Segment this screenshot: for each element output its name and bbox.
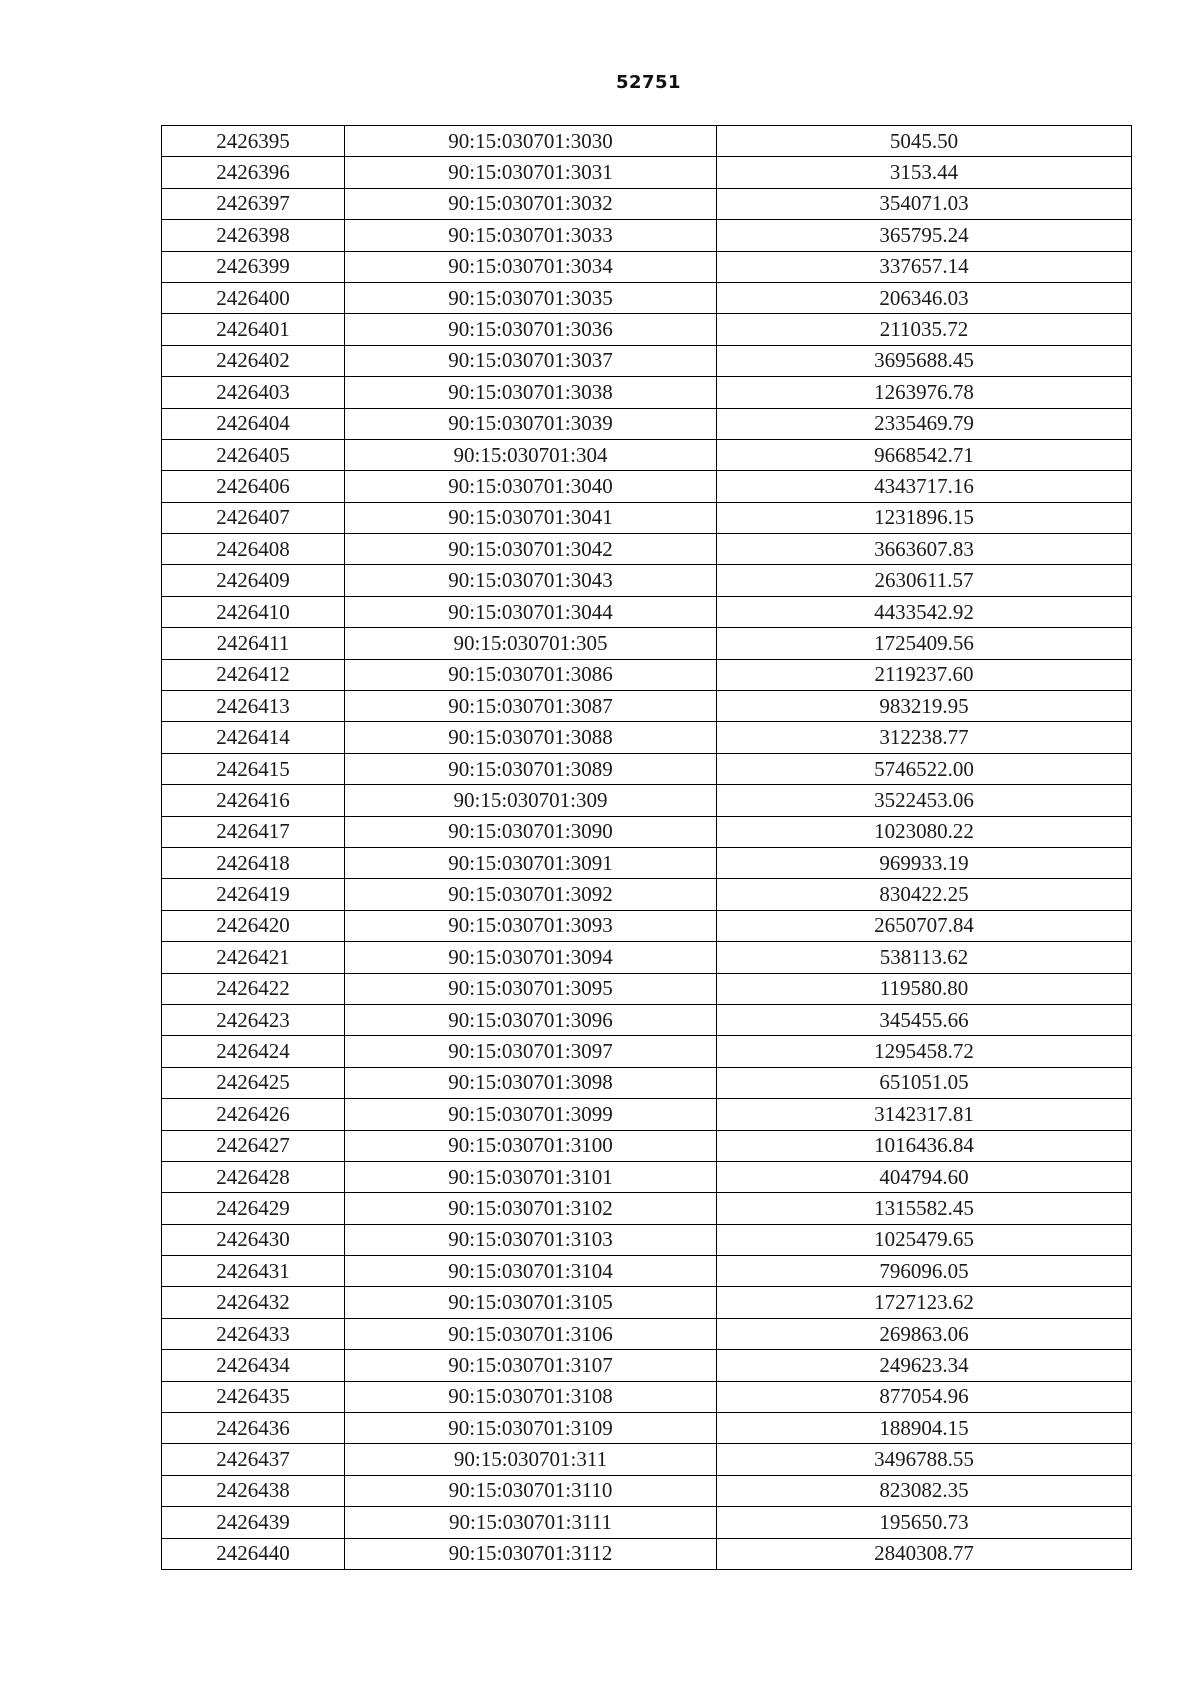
table-row [162, 691, 1132, 722]
table-row [162, 1224, 1132, 1255]
table-row [162, 1318, 1132, 1349]
record-number-cell: 2426419 [162, 879, 345, 910]
value-cell: 4433542.92 [717, 596, 1132, 627]
cadastral-number-cell: 90:15:030701:3037 [345, 345, 717, 376]
value-cell: 3496788.55 [717, 1444, 1132, 1475]
cadastral-number-cell: 90:15:030701:3044 [345, 596, 717, 627]
value-cell: 3695688.45 [717, 345, 1132, 376]
record-number-cell: 2426404 [162, 408, 345, 439]
value-cell: 1315582.45 [717, 1193, 1132, 1224]
cadastral-number-cell: 90:15:030701:3094 [345, 942, 717, 973]
value-cell: 5045.50 [717, 126, 1132, 157]
value-cell: 195650.73 [717, 1507, 1132, 1538]
table-row [162, 1130, 1132, 1161]
value-cell: 2840308.77 [717, 1538, 1132, 1569]
record-number-cell: 2426395 [162, 126, 345, 157]
record-number-cell: 2426402 [162, 345, 345, 376]
record-number-cell: 2426397 [162, 188, 345, 219]
value-cell: 269863.06 [717, 1318, 1132, 1349]
record-number-cell: 2426437 [162, 1444, 345, 1475]
value-cell: 1016436.84 [717, 1130, 1132, 1161]
record-number-cell: 2426430 [162, 1224, 345, 1255]
table-row [162, 345, 1132, 376]
table-row [162, 722, 1132, 753]
cadastral-number-cell: 90:15:030701:3103 [345, 1224, 717, 1255]
cadastral-number-cell: 90:15:030701:3030 [345, 126, 717, 157]
cadastral-number-cell: 90:15:030701:309 [345, 785, 717, 816]
cadastral-number-cell: 90:15:030701:311 [345, 1444, 717, 1475]
cadastral-number-cell: 90:15:030701:3110 [345, 1475, 717, 1506]
value-cell: 2335469.79 [717, 408, 1132, 439]
table-row [162, 1538, 1132, 1569]
cadastral-number-cell: 90:15:030701:3086 [345, 659, 717, 690]
record-number-cell: 2426422 [162, 973, 345, 1004]
record-number-cell: 2426418 [162, 847, 345, 878]
table-row [162, 408, 1132, 439]
cadastral-number-cell: 90:15:030701:3087 [345, 691, 717, 722]
record-number-cell: 2426415 [162, 753, 345, 784]
cadastral-number-cell: 90:15:030701:3040 [345, 471, 717, 502]
record-number-cell: 2426421 [162, 942, 345, 973]
value-cell: 2119237.60 [717, 659, 1132, 690]
cadastral-number-cell: 90:15:030701:3036 [345, 314, 717, 345]
value-cell: 365795.24 [717, 220, 1132, 251]
cadastral-number-cell: 90:15:030701:3033 [345, 220, 717, 251]
cadastral-number-cell: 90:15:030701:3042 [345, 534, 717, 565]
cadastral-number-cell: 90:15:030701:3043 [345, 565, 717, 596]
record-number-cell: 2426440 [162, 1538, 345, 1569]
record-number-cell: 2426426 [162, 1099, 345, 1130]
table-row [162, 1067, 1132, 1098]
table-row [162, 377, 1132, 408]
cadastral-number-cell: 90:15:030701:3102 [345, 1193, 717, 1224]
table-row [162, 1475, 1132, 1506]
value-cell: 877054.96 [717, 1381, 1132, 1412]
value-cell: 1263976.78 [717, 377, 1132, 408]
value-cell: 3153.44 [717, 157, 1132, 188]
cadastral-number-cell: 90:15:030701:3109 [345, 1413, 717, 1444]
table-row [162, 502, 1132, 533]
cadastral-number-cell: 90:15:030701:3091 [345, 847, 717, 878]
record-number-cell: 2426407 [162, 502, 345, 533]
table-row [162, 628, 1132, 659]
value-cell: 1231896.15 [717, 502, 1132, 533]
cadastral-number-cell: 90:15:030701:3035 [345, 282, 717, 313]
table-row [162, 847, 1132, 878]
value-cell: 5746522.00 [717, 753, 1132, 784]
cadastral-number-cell: 90:15:030701:3089 [345, 753, 717, 784]
table-row [162, 251, 1132, 282]
table-row [162, 188, 1132, 219]
table-row [162, 126, 1132, 157]
record-number-cell: 2426417 [162, 816, 345, 847]
value-cell: 404794.60 [717, 1161, 1132, 1192]
value-cell: 983219.95 [717, 691, 1132, 722]
cadastral-number-cell: 90:15:030701:3038 [345, 377, 717, 408]
cadastral-number-cell: 90:15:030701:3107 [345, 1350, 717, 1381]
cadastral-number-cell: 90:15:030701:3039 [345, 408, 717, 439]
table-row [162, 753, 1132, 784]
record-number-cell: 2426400 [162, 282, 345, 313]
value-cell: 206346.03 [717, 282, 1132, 313]
value-cell: 1295458.72 [717, 1036, 1132, 1067]
record-number-cell: 2426413 [162, 691, 345, 722]
table-row [162, 157, 1132, 188]
table-row [162, 220, 1132, 251]
record-number-cell: 2426416 [162, 785, 345, 816]
record-number-cell: 2426414 [162, 722, 345, 753]
record-number-cell: 2426439 [162, 1507, 345, 1538]
cadastral-number-cell: 90:15:030701:3092 [345, 879, 717, 910]
value-cell: 1025479.65 [717, 1224, 1132, 1255]
value-cell: 796096.05 [717, 1256, 1132, 1287]
table-row [162, 1193, 1132, 1224]
value-cell: 3522453.06 [717, 785, 1132, 816]
table-row [162, 1381, 1132, 1412]
cadastral-number-cell: 90:15:030701:3032 [345, 188, 717, 219]
record-number-cell: 2426424 [162, 1036, 345, 1067]
record-number-cell: 2426427 [162, 1130, 345, 1161]
record-number-cell: 2426411 [162, 628, 345, 659]
record-number-cell: 2426433 [162, 1318, 345, 1349]
value-cell: 3663607.83 [717, 534, 1132, 565]
table-row [162, 1256, 1132, 1287]
record-number-cell: 2426405 [162, 439, 345, 470]
record-number-cell: 2426429 [162, 1193, 345, 1224]
record-number-cell: 2426410 [162, 596, 345, 627]
record-number-cell: 2426438 [162, 1475, 345, 1506]
table-row [162, 785, 1132, 816]
value-cell: 823082.35 [717, 1475, 1132, 1506]
cadastral-number-cell: 90:15:030701:3112 [345, 1538, 717, 1569]
value-cell: 1023080.22 [717, 816, 1132, 847]
value-cell: 1727123.62 [717, 1287, 1132, 1318]
record-number-cell: 2426434 [162, 1350, 345, 1381]
table-row [162, 659, 1132, 690]
value-cell: 211035.72 [717, 314, 1132, 345]
cadastral-number-cell: 90:15:030701:3099 [345, 1099, 717, 1130]
cadastral-number-cell: 90:15:030701:3100 [345, 1130, 717, 1161]
value-cell: 1725409.56 [717, 628, 1132, 659]
value-cell: 337657.14 [717, 251, 1132, 282]
cadastral-number-cell: 90:15:030701:3104 [345, 1256, 717, 1287]
table-row [162, 973, 1132, 1004]
table-row [162, 1004, 1132, 1035]
value-cell: 2630611.57 [717, 565, 1132, 596]
record-number-cell: 2426420 [162, 910, 345, 941]
cadastral-number-cell: 90:15:030701:3106 [345, 1318, 717, 1349]
value-cell: 312238.77 [717, 722, 1132, 753]
record-number-cell: 2426401 [162, 314, 345, 345]
value-cell: 3142317.81 [717, 1099, 1132, 1130]
record-number-cell: 2426398 [162, 220, 345, 251]
table-row [162, 565, 1132, 596]
data-table [161, 125, 1132, 1570]
value-cell: 354071.03 [717, 188, 1132, 219]
record-number-cell: 2426408 [162, 534, 345, 565]
cadastral-number-cell: 90:15:030701:3031 [345, 157, 717, 188]
value-cell: 249623.34 [717, 1350, 1132, 1381]
record-number-cell: 2426436 [162, 1413, 345, 1444]
record-number-cell: 2426406 [162, 471, 345, 502]
value-cell: 4343717.16 [717, 471, 1132, 502]
value-cell: 651051.05 [717, 1067, 1132, 1098]
table-row [162, 439, 1132, 470]
table-body [162, 126, 1132, 1570]
cadastral-number-cell: 90:15:030701:305 [345, 628, 717, 659]
value-cell: 830422.25 [717, 879, 1132, 910]
cadastral-number-cell: 90:15:030701:3093 [345, 910, 717, 941]
table-row [162, 1099, 1132, 1130]
table-row [162, 1507, 1132, 1538]
record-number-cell: 2426403 [162, 377, 345, 408]
cadastral-number-cell: 90:15:030701:3096 [345, 1004, 717, 1035]
record-number-cell: 2426431 [162, 1256, 345, 1287]
cadastral-number-cell: 90:15:030701:3090 [345, 816, 717, 847]
cadastral-number-cell: 90:15:030701:3041 [345, 502, 717, 533]
table-row [162, 1444, 1132, 1475]
table-row [162, 1036, 1132, 1067]
table-row [162, 910, 1132, 941]
record-number-cell: 2426412 [162, 659, 345, 690]
cadastral-number-cell: 90:15:030701:3108 [345, 1381, 717, 1412]
cadastral-number-cell: 90:15:030701:3105 [345, 1287, 717, 1318]
page-number: 52751 [615, 72, 682, 93]
record-number-cell: 2426435 [162, 1381, 345, 1412]
record-number-cell: 2426409 [162, 565, 345, 596]
cadastral-number-cell: 90:15:030701:3098 [345, 1067, 717, 1098]
value-cell: 538113.62 [717, 942, 1132, 973]
value-cell: 188904.15 [717, 1413, 1132, 1444]
table-row [162, 816, 1132, 847]
record-number-cell: 2426432 [162, 1287, 345, 1318]
cadastral-number-cell: 90:15:030701:3111 [345, 1507, 717, 1538]
record-number-cell: 2426428 [162, 1161, 345, 1192]
value-cell: 345455.66 [717, 1004, 1132, 1035]
table-row [162, 1350, 1132, 1381]
table-row [162, 314, 1132, 345]
table-row [162, 1413, 1132, 1444]
cadastral-number-cell: 90:15:030701:304 [345, 439, 717, 470]
table-row [162, 942, 1132, 973]
cadastral-number-cell: 90:15:030701:3034 [345, 251, 717, 282]
cadastral-number-cell: 90:15:030701:3095 [345, 973, 717, 1004]
table-row [162, 534, 1132, 565]
record-number-cell: 2426396 [162, 157, 345, 188]
table-row [162, 879, 1132, 910]
table-row [162, 1161, 1132, 1192]
value-cell: 969933.19 [717, 847, 1132, 878]
record-number-cell: 2426423 [162, 1004, 345, 1035]
table-row [162, 471, 1132, 502]
cadastral-number-cell: 90:15:030701:3101 [345, 1161, 717, 1192]
record-number-cell: 2426425 [162, 1067, 345, 1098]
cadastral-number-cell: 90:15:030701:3097 [345, 1036, 717, 1067]
table-row [162, 282, 1132, 313]
cadastral-number-cell: 90:15:030701:3088 [345, 722, 717, 753]
table-row [162, 1287, 1132, 1318]
record-number-cell: 2426399 [162, 251, 345, 282]
value-cell: 9668542.71 [717, 439, 1132, 470]
value-cell: 2650707.84 [717, 910, 1132, 941]
value-cell: 119580.80 [717, 973, 1132, 1004]
table-row [162, 596, 1132, 627]
